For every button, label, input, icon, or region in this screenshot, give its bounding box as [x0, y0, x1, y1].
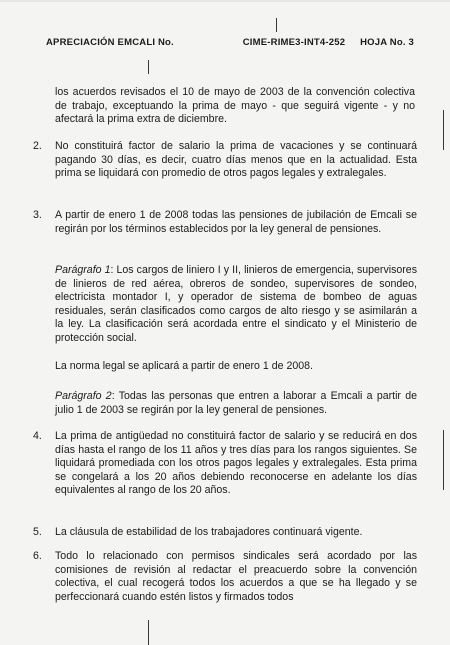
item-4: 4. La prima de antigüedad no constituirá factor de salario y se reducirá en dos días hasta el rango de los 11 años y tres días para los rangos siguientes. Se liquidará promediada con los otros pagos legales y extralegales. Esta prima se congelará a los 20 años debiendo reconocerse en adelante los días equivalentes al rango de los 20 años.	[33, 430, 417, 497]
header-right	[243, 37, 414, 48]
item-6: 6. Todo lo relacionado con permisos sindicales será acordado por las comisiones de revisión al redactar el preacuerdo sobre la convención colectiva, el cual recogerá todos los acuerdos a que se ha llegado y se perfeccionará cuando estén listos y firmados todos	[33, 550, 417, 603]
top-edge	[0, 0, 450, 2]
page-header	[46, 37, 414, 51]
paragrafo-1-label: Parágrafo 1	[55, 264, 111, 276]
norma-legal: La norma legal se aplicará a partir de enero 1 de 2008.	[55, 360, 313, 372]
paragrafo-2: Parágrafo 2: Todas las personas que entren a laborar a Emcali a partir de julio 1 de 2003 se regirán por la ley general de pensiones.	[55, 390, 417, 416]
intro-paragraph: los acuerdos revisados el 10 de mayo de 2003 de la convención colectiva de trabajo, exceptuando la prima de mayo - que seguirá vigente - y no afectará la prima extra de diciembre.	[55, 86, 415, 126]
scan-mark	[276, 18, 277, 32]
header-ref: CIME-RIME3-INT4-252	[242, 37, 346, 48]
scan-mark	[443, 430, 444, 490]
paragrafo-1: Parágrafo 1: Los cargos de liniero I y II, linieros de emergencia, supervisores de linieros de red aérea, obreros de sondeo, supervisores de sondeo, electricista montador I, y operador de sistema de bombeo de aguas residuales, serán clasificados como cargos de alto riesgo y se asimilarán a la ley. La clasificación será acordada entre el sindicato y el Ministerio de protección social.	[55, 264, 417, 344]
item-2: 2. No constituirá factor de salario la prima de vacaciones y se continuará pagando 30 días, es decir, cuatro días menos que en la actualidad. Esta prima se liquidará con promedio de otros pagos legales y extralegales.	[33, 140, 417, 180]
scan-mark	[148, 620, 149, 645]
paragrafo-2-label: Parágrafo 2	[55, 390, 112, 402]
item-3: 3. A partir de enero 1 de 2008 todas las pensiones de jubilación de Emcali se regirán por los términos establecidos por la ley general de pensiones.	[33, 209, 417, 235]
scan-mark	[148, 60, 149, 74]
header-title: APRECIACIÓN EMCALI No.	[46, 37, 174, 48]
item-5: 5. La cláusula de estabilidad de los trabajadores continuará vigente.	[33, 526, 363, 538]
header-sheet: HOJA No. 3	[360, 37, 414, 48]
scan-mark	[443, 110, 444, 150]
